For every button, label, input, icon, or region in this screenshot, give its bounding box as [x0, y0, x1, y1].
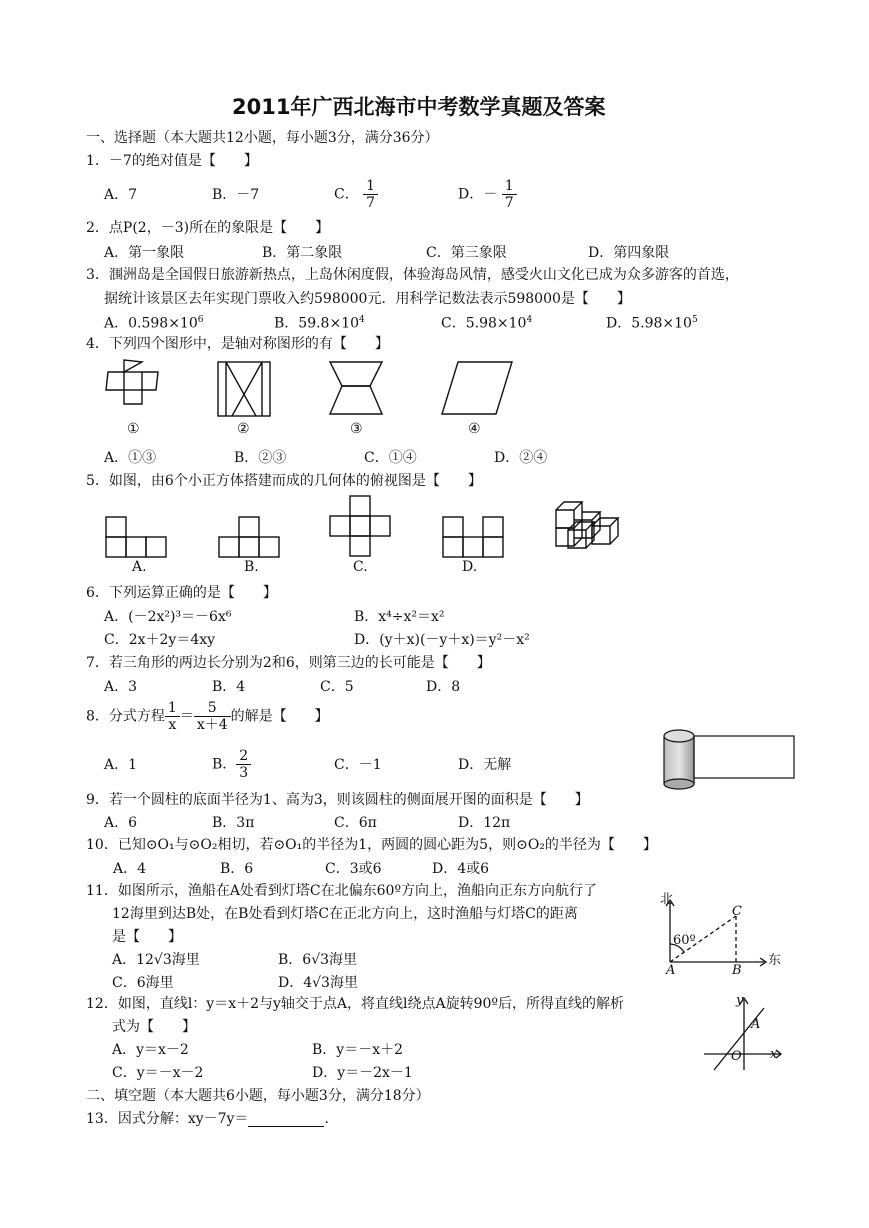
- q11-north-label: 北: [660, 892, 674, 907]
- question-2-stem: 2．点P(2，－3)所在的象限是【 】: [86, 220, 330, 236]
- q7-option-d: D．8: [426, 679, 461, 695]
- q2-option-a: A．第一象限: [104, 245, 185, 261]
- q12-option-a: A．y＝x－2: [112, 1042, 189, 1058]
- q4-figure-1-pinwheel: [106, 360, 158, 404]
- question-11-stem-line1: 11．如图所示，渔船在A处看到灯塔C在北偏东60º方向上，渔船向正东方向航行了: [86, 883, 598, 899]
- question-3-stem-line1: 3．涠洲岛是全国假日旅游新热点，上岛休闲度假，体验海岛风情，感受火山文化已成为众多游客的首选，: [86, 267, 739, 283]
- q3-option-b: B．$59.8\times 10^4$: [274, 315, 365, 332]
- question-13: 13．因式分解：xy－7y＝ .: [86, 1111, 329, 1127]
- q8-fraction-2: $\frac{5}{x+4}$: [194, 700, 231, 733]
- section-heading-choice: 一、选择题（本大题共12小题，每小题3分，满分36分）: [86, 130, 439, 146]
- q1-option-c-fraction: $\frac{1}{7}$: [363, 178, 378, 211]
- q9-option-b: B．3π: [212, 815, 255, 831]
- q5-option-c-view: [330, 496, 390, 556]
- q7-option-b: B．4: [212, 679, 246, 695]
- q12-point-a-label: A: [751, 1017, 761, 1032]
- q6-option-d: D．(y＋x)(－y＋x)＝y²－x²: [354, 632, 530, 648]
- q8-option-d: D．无解: [458, 757, 512, 773]
- q3-option-d: D．$5.98\times 10^5$: [606, 315, 698, 332]
- q10-option-a: A．4: [113, 861, 147, 877]
- q1-option-b: B．－7: [212, 187, 260, 203]
- q9-cylinder-figure: [662, 728, 802, 788]
- q12-origin-label: O: [731, 1049, 742, 1064]
- q8-option-c: C．－1: [334, 757, 382, 773]
- q2-option-b: B．第二象限: [262, 245, 343, 261]
- q11-east-label: 东: [768, 953, 782, 968]
- q3-option-c: C．$5.98\times 10^4$: [441, 315, 533, 332]
- q4-figure-2-label: ②: [237, 421, 250, 437]
- question-7-stem: 7．若三角形的两边长分别为2和6，则第三边的长可能是【 】: [86, 655, 491, 671]
- q4-figure-2-bowtie: [218, 362, 270, 416]
- q9-option-c: C．6π: [334, 815, 377, 831]
- q11-option-d: D．4√3海里: [278, 975, 358, 991]
- q5-solid-figure: [556, 502, 618, 548]
- q8-option-a: A．1: [104, 757, 138, 773]
- question-13-stem: 13．因式分解：xy－7y＝: [86, 1111, 249, 1127]
- q6-option-b: B．x⁴÷x²＝x²: [354, 609, 445, 625]
- q12-option-b: B．y＝－x＋2: [312, 1042, 403, 1058]
- question-11-stem-line3: 是【 】: [112, 929, 182, 945]
- question-1-stem: 1．－7的绝对值是【 】: [86, 153, 258, 169]
- q1-option-d-label: D．－: [458, 186, 498, 203]
- q4-figure-1-label: ①: [127, 421, 140, 437]
- question-4-stem: 4．下列四个图形中，是轴对称图形的有【 】: [86, 336, 389, 352]
- q7-option-a: A．3: [104, 679, 138, 695]
- q4-option-d: D．②④: [494, 450, 548, 466]
- q5-option-a-view: [106, 517, 166, 557]
- q1-option-d-fraction: $\frac{1}{7}$: [502, 178, 517, 211]
- section-heading-fill-in: 二、填空题（本大题共6小题，每小题3分，满分18分）: [86, 1088, 430, 1104]
- q10-option-d: D．4或6: [432, 861, 490, 877]
- question-9-stem: 9．若一个圆柱的底面半径为1、高为3，则该圆柱的侧面展开图的面积是【 】: [86, 792, 589, 808]
- question-6-stem: 6．下列运算正确的是【 】: [86, 585, 277, 601]
- q4-option-c: C．①④: [364, 450, 417, 466]
- q11-point-a-label: A: [666, 963, 676, 978]
- q4-figure-3-label: ③: [350, 421, 363, 437]
- q7-option-c: C．5: [320, 679, 354, 695]
- page-title: 2011年广西北海市中考数学真题及答案: [232, 95, 606, 119]
- q11-option-c: C．6海里: [112, 975, 174, 991]
- q13-answer-blank[interactable]: [248, 1112, 324, 1127]
- q4-option-b: B．②③: [234, 450, 287, 466]
- q4-figure-4-parallelogram: [442, 362, 512, 414]
- q8-fraction-1: $\frac{1}{x}$: [165, 700, 180, 733]
- q6-option-c: C．2x＋2y＝4xy: [104, 632, 216, 648]
- q10-option-c: C．3或6: [325, 861, 382, 877]
- q3-option-a: A．$0.598\times 10^6$: [104, 315, 204, 332]
- q11-angle-label: 60º: [673, 933, 696, 948]
- q12-y-label: y: [736, 993, 744, 1008]
- question-8-stem: 8．分式方程 $\frac{1}{x}$ ＝ $\frac{5}{x+4}$ 的解是【 】: [86, 700, 329, 734]
- q5-option-d-view: [443, 517, 503, 557]
- q5-option-c-label: C.: [353, 559, 368, 575]
- q8-option-b-fraction: $\frac{2}{3}$: [236, 748, 251, 781]
- q11-option-b: B．6√3海里: [278, 952, 358, 968]
- q12-option-c: C．y＝－x－2: [112, 1065, 204, 1081]
- question-3-stem-line2: 据统计该景区去年实现门票收入约598000元．用科学记数法表示598000是【 】: [104, 291, 631, 307]
- q12-coordinate-diagram: [700, 994, 790, 1074]
- q11-option-a: A．12√3海里: [112, 952, 200, 968]
- q4-figure-4-label: ④: [468, 421, 481, 437]
- q12-x-label: x: [770, 1047, 778, 1062]
- q12-option-d: D．y＝－2x－1: [312, 1065, 413, 1081]
- question-5-stem: 5．如图，由6个小正方体搭建而成的几何体的俯视图是【 】: [86, 473, 482, 489]
- q2-option-d: D．第四象限: [588, 245, 670, 261]
- q5-option-d-label: D.: [462, 559, 478, 575]
- q4-figure-3-hourglass: [330, 362, 382, 414]
- question-12-stem-line2: 式为【 】: [112, 1019, 196, 1035]
- question-11-stem-line2: 12海里到达B处，在B处看到灯塔C在正北方向上，这时渔船与灯塔C的距离: [112, 906, 578, 922]
- q4-option-a: A．①③: [104, 450, 157, 466]
- q6-option-a: A．(－2x²)³＝－6x⁶: [104, 609, 232, 625]
- q2-option-c: C．第三象限: [426, 245, 507, 261]
- q1-option-c: [334, 178, 378, 211]
- question-10-stem: 10．已知⊙O₁与⊙O₂相切，若⊙O₁的半径为1，两圆的圆心距为5，则⊙O₂的半径为【 】: [86, 837, 657, 853]
- question-12-stem-line1: 12．如图，直线l：y＝x＋2与y轴交于点A，将直线l绕点A旋转90º后，所得直线的解析: [86, 996, 625, 1012]
- q5-option-b-label: B.: [244, 559, 259, 575]
- q1-option-c-label: C．: [334, 186, 359, 203]
- q1-option-d: [458, 178, 517, 211]
- q5-option-b-view: [219, 517, 279, 557]
- q11-point-b-label: B: [732, 963, 742, 978]
- q9-option-d: D．12π: [458, 815, 511, 831]
- q11-point-c-label: C: [732, 904, 742, 919]
- q5-option-a-label: A.: [132, 559, 147, 575]
- q5-figures: [0, 496, 869, 566]
- q10-option-b: B．6: [220, 861, 254, 877]
- q8-option-b: B． $\frac{2}{3}$: [212, 748, 251, 781]
- q9-option-a: A．6: [104, 815, 138, 831]
- q1-option-a: A．7: [104, 187, 138, 203]
